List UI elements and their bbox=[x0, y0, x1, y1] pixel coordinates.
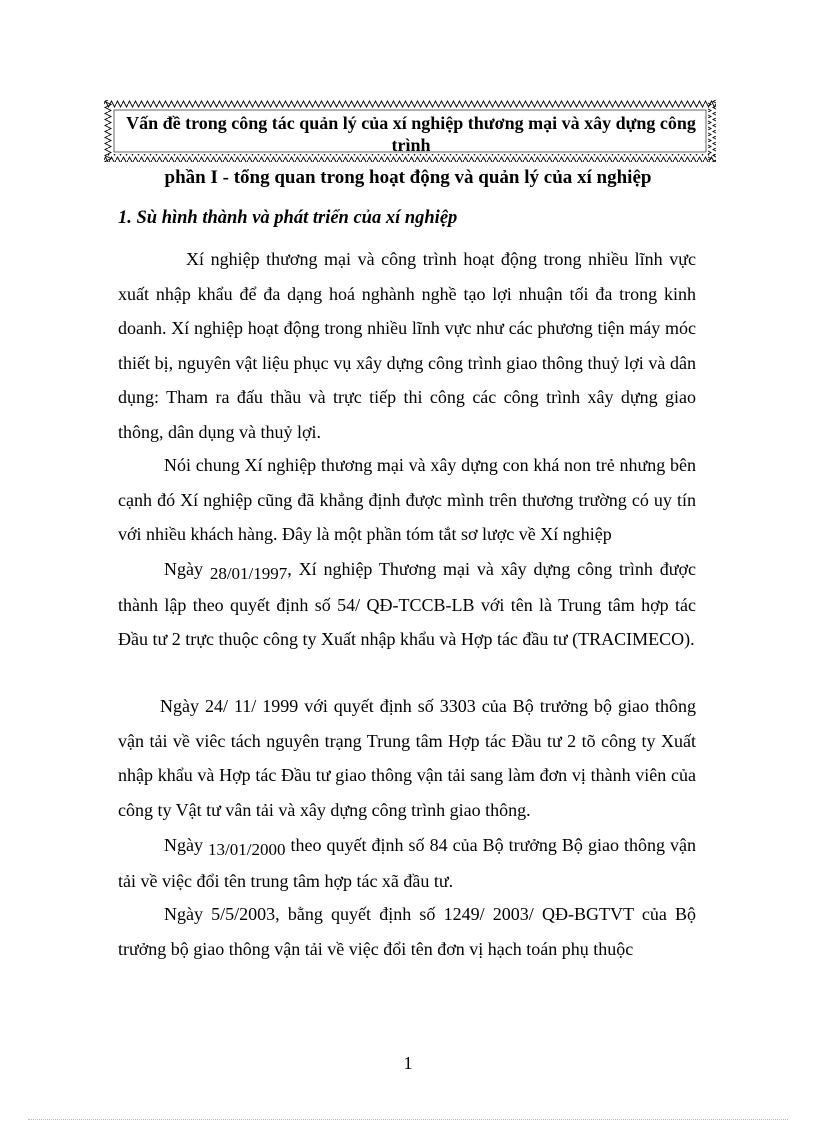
paragraph-1-text: Xí nghiệp thương mại và công trình hoạt động trong nhiều lĩnh vực xuất nhập khẩu để đa dạng hoá nghành nghề tạo lợi nhuận tối đa trong kinh doanh. Xí nghiệp hoạt động trong nhiều lĩnh vực như các phương tiện máy móc thiết bị, nguyên vật liệu phục vụ xây dựng công trình giao thông thuỷ lợi và dân dụng: Tham ra đấu thầu và trực tiếp thi công các công trình xây dựng giao thông, dân dụng và thuỷ lợi. bbox=[118, 249, 696, 442]
part-heading: phần I - tổng quan trong hoạt động và quản lý của xí nghiệp bbox=[164, 167, 652, 188]
paragraph-6 bbox=[118, 897, 696, 966]
page-bottom-divider bbox=[28, 1119, 788, 1120]
document-title: Vấn đề trong công tác quản lý của xí nghiệp thương mại và xây dựng công trình bbox=[126, 113, 696, 155]
paragraph-4 bbox=[118, 689, 696, 827]
section-heading: 1. Sù hình thành và phát triển của xí nghiệp bbox=[118, 208, 458, 228]
paragraph-2 bbox=[118, 448, 696, 552]
paragraph-4-text: Ngày 24/ 11/ 1999 với quyết định số 3303 của Bộ trưởng bộ giao thông vận tải về viêc tách nguyên trạng Trung tâm Hợp tác Đầu tư 2 tõ công ty Xuất nhập khẩu và Hợp tác Đầu tư giao thông vận tải sang làm đơn vị thành viên của công ty Vật tư vân tải và xây dựng công trình giao thông. bbox=[118, 696, 696, 820]
paragraph-1 bbox=[118, 242, 696, 449]
paragraph-3-start: Ngày bbox=[164, 559, 210, 579]
paragraph-3 bbox=[118, 552, 696, 657]
paragraph-2-text: Nói chung Xí nghiệp thương mại và xây dựng con khá non trẻ nhưng bên cạnh đó Xí nghiệp cũng đã khẳng định được mình trên thương trường có uy tín với nhiều khách hàng. Đây là một phần tóm tắt sơ lược về Xí nghiệp bbox=[118, 455, 696, 544]
paragraph-3-text bbox=[118, 552, 696, 657]
paragraph-5-date: 13/01/2000 bbox=[208, 840, 286, 859]
page-number: 1 bbox=[403, 1053, 413, 1073]
paragraph-5-rest: theo quyết định số 84 của Bộ trưởng Bộ giao thông vận tải về việc đổi tên trung tâm hợp tác xã đầu tư. bbox=[118, 835, 696, 891]
paragraph-3-rest: , Xí nghiệp Thương mại và xây dựng công trình được thành lập theo quyết định số 54/ QĐ-TCCB-LB với tên là Trung tâm hợp tác Đầu tư 2 trực thuộc công ty Xuất nhập khẩu và Hợp tác đầu tư (TRACIMECO). bbox=[118, 559, 696, 649]
paragraph-5-start: Ngày bbox=[164, 835, 209, 855]
paragraph-6-text: Ngày 5/5/2003, bằng quyết định số 1249/ 2003/ QĐ-BGTVT của Bộ trưởng bộ giao thông vận tải về việc đổi tên đơn vị hạch toán phụ thuộc bbox=[118, 904, 696, 959]
paragraph-5 bbox=[118, 828, 696, 898]
paragraph-5-text bbox=[118, 828, 696, 898]
paragraph-3-date: 28/01/1997 bbox=[209, 564, 288, 583]
